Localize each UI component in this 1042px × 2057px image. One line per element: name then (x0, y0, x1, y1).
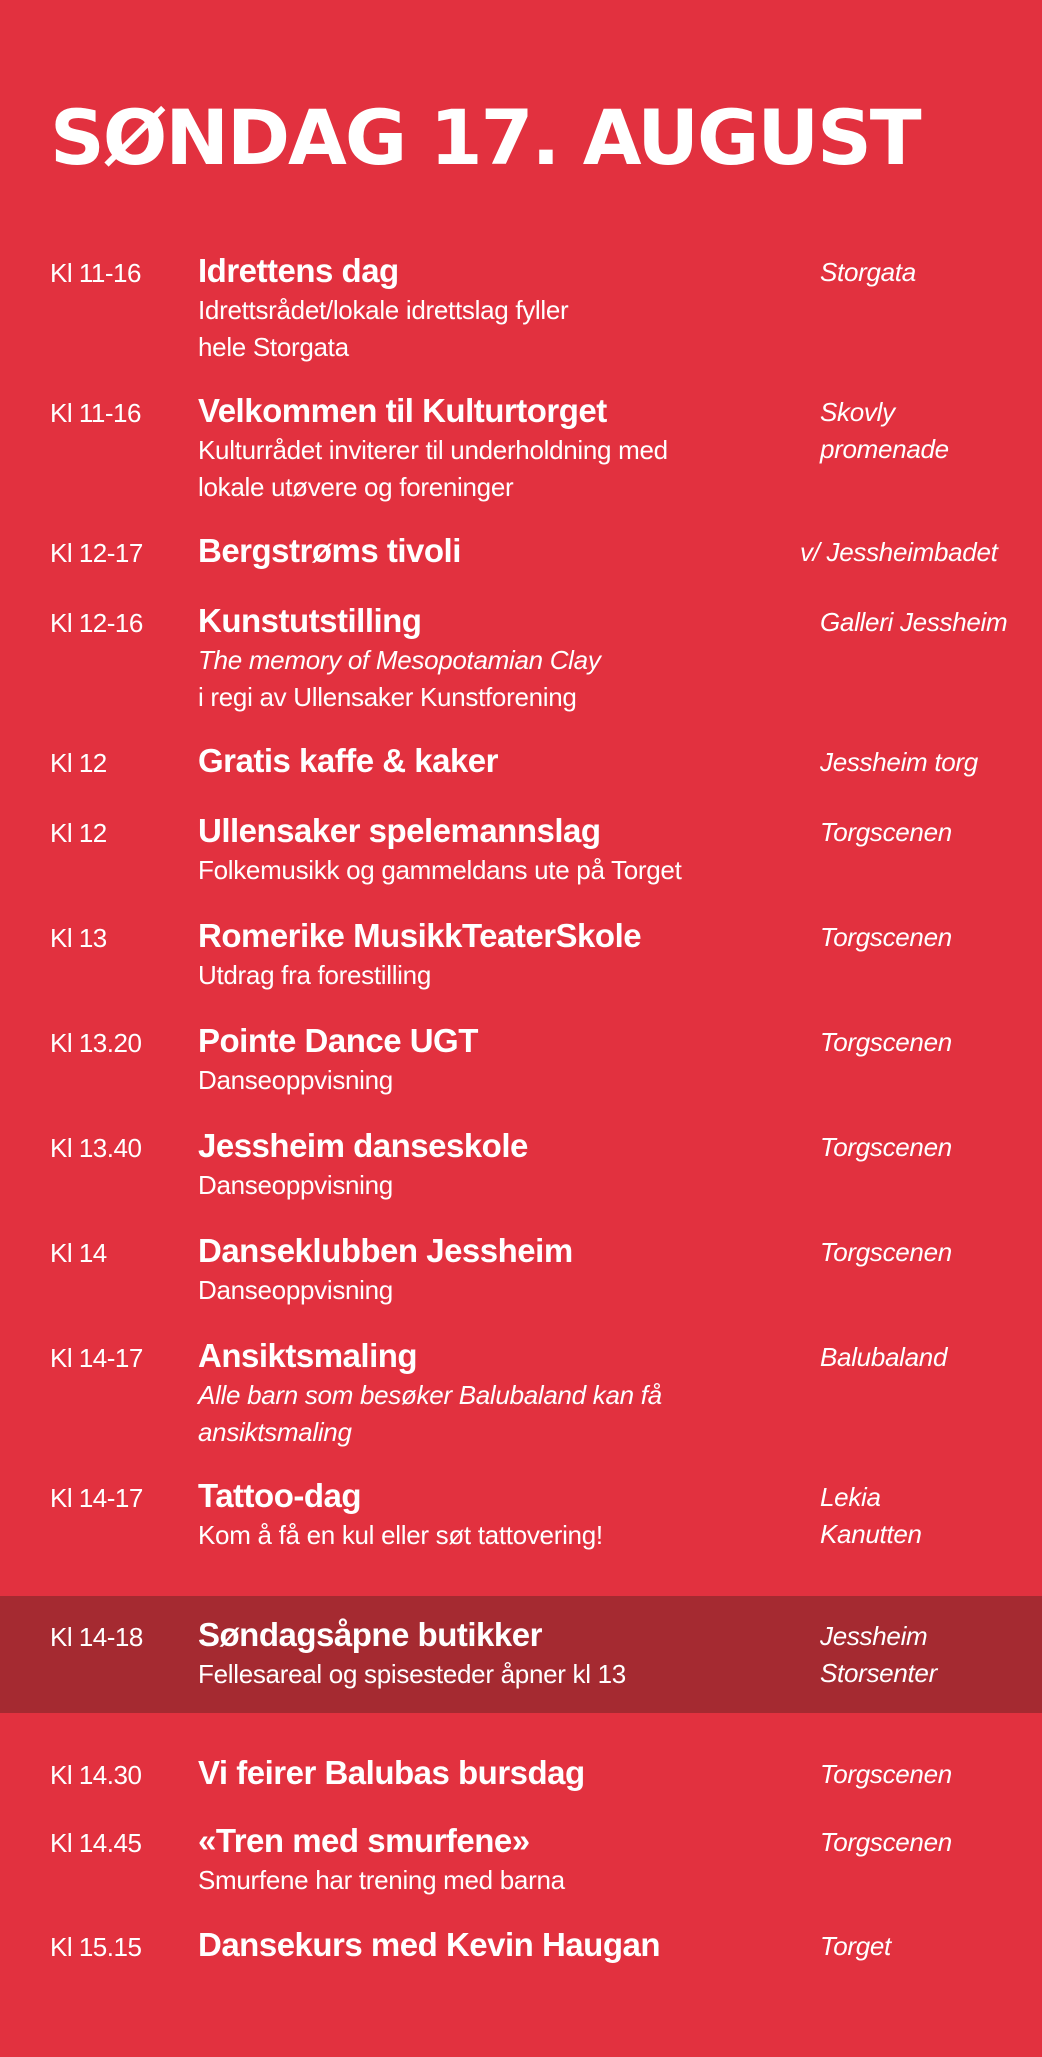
event-time: Kl 12-16 (50, 608, 143, 638)
event-time: Kl 14.30 (50, 1760, 142, 1790)
event-kulturtorget (0, 388, 1042, 508)
event-time: Kl 13.20 (50, 1028, 142, 1058)
event-description: Smurfene har trening med barna (198, 1865, 565, 1895)
event-time: Kl 13.40 (50, 1133, 142, 1163)
event-name: Jessheim danseskole (198, 1127, 528, 1164)
event-place: promenade (820, 434, 949, 464)
event-kaffe (0, 738, 1042, 788)
event-time: Kl 12 (50, 748, 107, 778)
event-description: Fellesareal og spisesteder åpner kl 13 (198, 1659, 626, 1689)
event-kunstutstilling (0, 598, 1042, 718)
event-name: Pointe Dance UGT (198, 1022, 478, 1059)
event-name: Velkommen til Kulturtorget (198, 392, 607, 429)
event-jessheim-danseskole (0, 1123, 1042, 1207)
event-name: Kunstutstilling (198, 602, 422, 639)
event-description: Folkemusikk og gammeldans ute på Torget (198, 855, 682, 885)
event-place: Lekia (820, 1482, 881, 1512)
event-description: Kulturrådet inviterer til underholdning med (198, 435, 668, 465)
event-tattoo-dag (0, 1473, 1042, 1563)
event-time: Kl 12 (50, 818, 107, 848)
event-description: hele Storgata (198, 332, 349, 362)
event-place: Torgscenen (820, 1027, 952, 1057)
event-time: Kl 11-16 (50, 258, 141, 288)
event-tivoli (0, 528, 1042, 578)
event-name: Dansekurs med Kevin Haugan (198, 1926, 660, 1963)
event-name: Søndagsåpne butikker (198, 1616, 542, 1653)
event-place: v/ Jessheimbadet (800, 537, 998, 567)
event-time: Kl 12-17 (50, 538, 143, 568)
event-name: Idrettens dag (198, 252, 399, 289)
event-musikkteaterskole (0, 913, 1042, 997)
event-description: Kom å få en kul eller søt tattovering! (198, 1520, 603, 1550)
event-tren-med-smurfene (0, 1818, 1042, 1902)
event-place: Skovly (820, 397, 895, 427)
event-name: «Tren med smurfene» (198, 1822, 530, 1859)
event-idrettens-dag (0, 248, 1042, 368)
event-description: Alle barn som besøker Balubaland kan få (198, 1380, 662, 1410)
event-description: Danseoppvisning (198, 1065, 393, 1095)
event-place: Torget (820, 1931, 891, 1961)
event-spelemannslag (0, 808, 1042, 892)
event-place: Torgscenen (820, 1827, 952, 1857)
event-time: Kl 14-17 (50, 1483, 143, 1513)
event-place: Torgscenen (820, 1237, 952, 1267)
event-ansiktsmaling (0, 1333, 1042, 1453)
event-time: Kl 14-17 (50, 1343, 143, 1373)
event-description: Utdrag fra forestilling (198, 960, 431, 990)
event-name: Danseklubben Jessheim (198, 1232, 573, 1269)
event-place: Jessheim (820, 1621, 928, 1651)
event-name: Bergstrøms tivoli (198, 532, 461, 569)
event-name: Ansiktsmaling (198, 1337, 418, 1374)
event-sondagsapne-butikker (0, 1596, 1042, 1713)
event-description: The memory of Mesopotamian Clay (198, 645, 601, 675)
event-time: Kl 14 (50, 1238, 107, 1268)
event-name: Tattoo-dag (198, 1477, 362, 1514)
event-description: Danseoppvisning (198, 1170, 393, 1200)
event-description: lokale utøvere og foreninger (198, 472, 514, 502)
event-place: Storgata (820, 257, 916, 287)
event-time: Kl 14.45 (50, 1828, 142, 1858)
event-place: Torgscenen (820, 1759, 952, 1789)
event-place: Galleri Jessheim (820, 607, 1008, 637)
event-name: Gratis kaffe & kaker (198, 742, 499, 779)
event-place: Storsenter (820, 1658, 937, 1688)
event-name: Vi feirer Balubas bursdag (198, 1754, 585, 1791)
event-dansekurs (0, 1922, 1042, 1972)
event-place: Torgscenen (820, 922, 952, 952)
event-description: Idrettsrådet/lokale idrettslag fyller (198, 295, 569, 325)
event-place: Torgscenen (820, 1132, 952, 1162)
event-description: Danseoppvisning (198, 1275, 393, 1305)
event-name: Ullensaker spelemannslag (198, 812, 601, 849)
event-pointe-dance (0, 1018, 1042, 1102)
event-time: Kl 11-16 (50, 398, 141, 428)
event-balubas-bursdag (0, 1750, 1042, 1800)
event-time: Kl 14-18 (50, 1622, 143, 1652)
event-place: Kanutten (820, 1519, 922, 1549)
event-description: i regi av Ullensaker Kunstforening (198, 682, 577, 712)
event-place: Balubaland (820, 1342, 948, 1372)
page-title: SØNDAG 17. AUGUST (50, 93, 920, 182)
event-name: Romerike MusikkTeaterSkole (198, 917, 642, 954)
event-danseklubben (0, 1228, 1042, 1312)
event-time: Kl 15.15 (50, 1932, 142, 1962)
event-description: ansiktsmaling (198, 1417, 352, 1447)
event-place: Torgscenen (820, 817, 952, 847)
event-place: Jessheim torg (820, 747, 978, 777)
event-time: Kl 13 (50, 923, 107, 953)
